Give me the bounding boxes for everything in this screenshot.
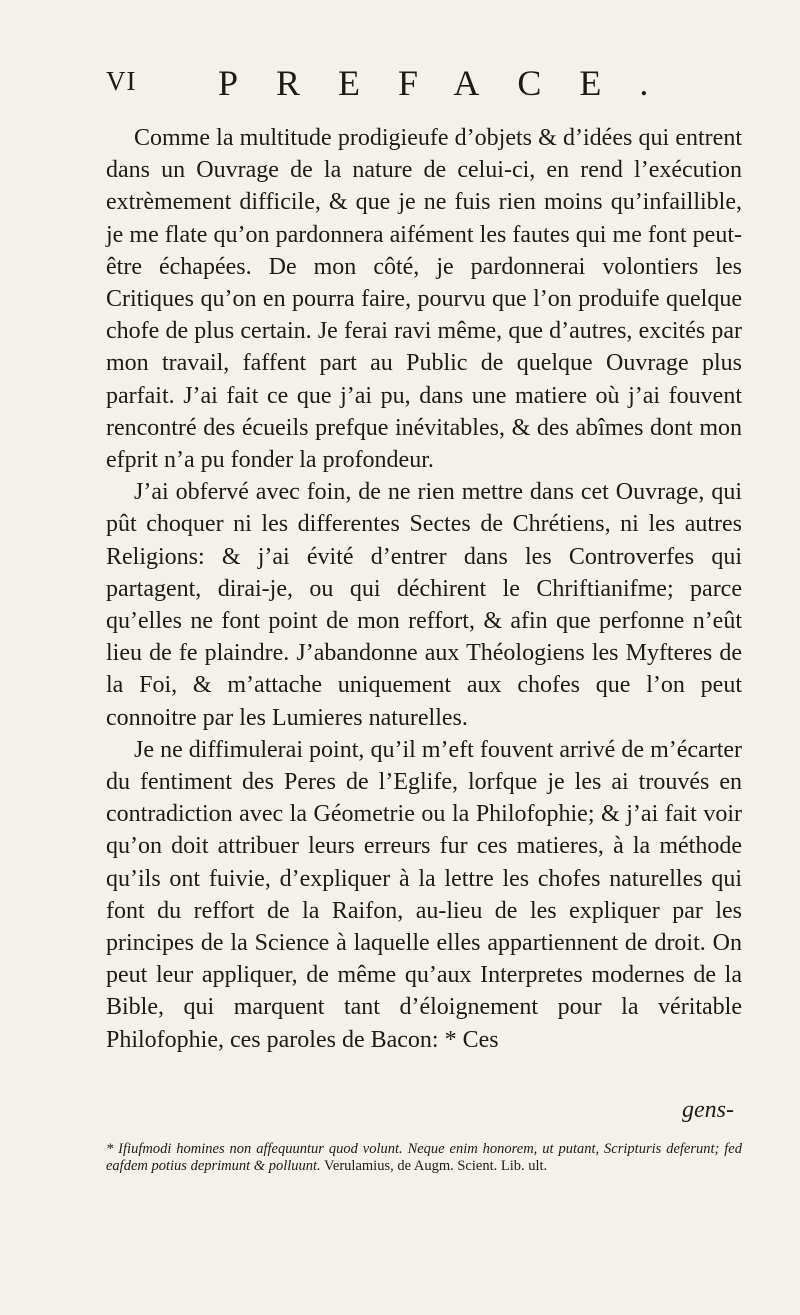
folio-number: VI bbox=[106, 66, 137, 96]
paragraph-2: J’ai obfervé avec foin, de ne rien mettre dans cet Ouvrage, qui pût choquer ni les differentes Sectes de Chrétiens, ni les autres Religions: & j’ai évité d’entrer dans les Controverfes qui partagent, dirai-je, ou qui déchirent le Chriftianifme; parce qu’elles ne font point de mon reffort, & afin que perfonne n’eût lieu de fe plaindre. J’abandonne aux Théologiens les Myfteres de la Foi, & m’attache uniquement aux chofes que l’on peut connoitre par les Lumieres naturelles. bbox=[106, 479, 742, 731]
main-text bbox=[106, 122, 742, 1056]
page-header bbox=[106, 62, 746, 106]
footnote-quotation: * Ifiufmodi homines non affequuntur quod volunt. Neque enim honorem, ut putant, Scripturis deferunt; fed eafdem potius deprimunt & polluunt. bbox=[106, 1141, 742, 1174]
running-title: PREFACE. bbox=[218, 63, 687, 103]
footnote bbox=[106, 1141, 742, 1174]
footnote-citation: Verulamius, de Augm. Scient. Lib. ult. bbox=[324, 1157, 548, 1174]
paragraph-3: Je ne diffimulerai point, qu’il m’eft fouvent arrivé de m’écarter du fentiment des Peres de l’Eglife, lorfque je les ai trouvés en contradiction avec la Géometrie ou la Philofophie; & j’ai fait voir qu’on doit attribuer leurs erreurs fur ces matieres, à la méthode qu’ils ont fuivie, d’expliquer à la lettre les chofes naturelles qui font du reffort de la Raifon, au-lieu de les expliquer par les principes de la Science à laquelle elles appartiennent de droit. On peut leur appliquer, de même qu’aux Interpretes modernes de la Bible, qui marquent tant d’éloignement pour la véritable Philofophie, ces paroles de Bacon: * Ces bbox=[106, 736, 742, 1053]
catchword: gens- bbox=[682, 1097, 734, 1123]
paragraph-1: Comme la multitude prodigieufe d’objets & d’idées qui entrent dans un Ouvrage de la nature de celui-ci, en rend l’exécution extrèmement difficile, & que je ne fuis rien moins qu’infaillible, je me flate qu’on pardonnera aifément les fautes qui me font peut-être échapées. De mon côté, je pardonnerai volontiers les Critiques qu’on en pourra faire, pourvu que l’on produife quelque chofe de plus certain. Je ferai ravi même, que d’autres, excités par mon travail, faffent part au Public de quelque Ouvrage plus parfait. J’ai fait ce que j’ai pu, dans une matiere où j’ai fouvent rencontré des écueils prefque inévitables, & des abîmes dont mon efprit n’a pu fonder la profondeur. bbox=[106, 125, 742, 474]
